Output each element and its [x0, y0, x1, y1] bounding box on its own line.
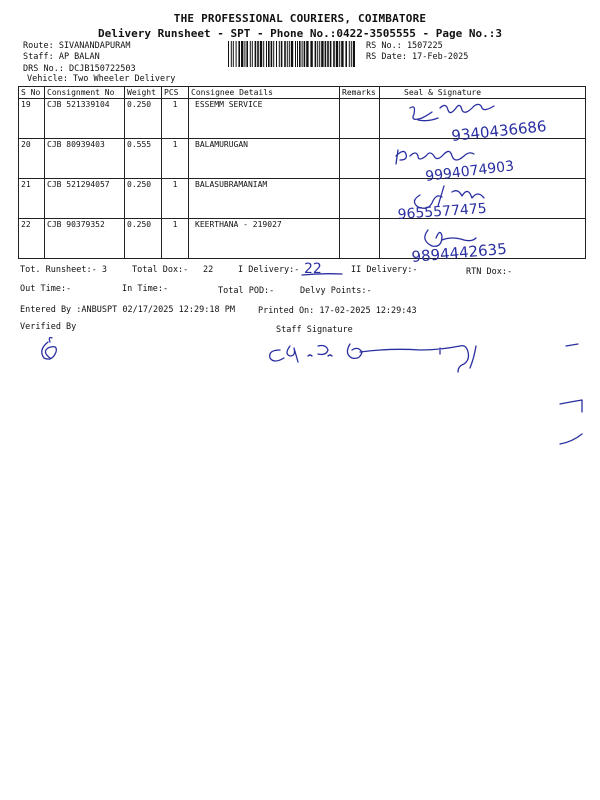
barcode-bar	[276, 41, 277, 67]
barcode-bar	[263, 41, 264, 67]
barcode	[228, 41, 355, 67]
barcode-bar	[327, 41, 329, 67]
cell-weight: 0.555	[125, 139, 162, 179]
barcode-bar	[310, 41, 312, 67]
barcode-bar	[252, 41, 253, 67]
barcode-bar	[284, 41, 286, 67]
barcode-bar	[330, 41, 332, 67]
barcode-bar	[339, 41, 340, 67]
printed-on: Printed On: 17-02-2025 12:29:43	[258, 306, 417, 316]
barcode-bar	[279, 41, 280, 67]
table-row	[19, 179, 586, 219]
cell-consignment: CJB 521294057	[45, 179, 125, 219]
margin-mark	[560, 400, 582, 412]
runsheet-table	[18, 86, 586, 259]
col-header-weight: Weight	[125, 87, 162, 99]
barcode-bar	[333, 41, 335, 67]
barcode-bar	[233, 41, 234, 67]
entered-by: Entered By :ANBUSPT 02/17/2025 12:29:18 PM	[20, 305, 235, 315]
barcode-bar	[351, 41, 352, 67]
cell-pcs: 1	[162, 139, 189, 179]
company-name: THE PROFESSIONAL COURIERS, COIMBATORE	[173, 12, 427, 25]
cell-remarks	[340, 179, 380, 219]
barcode-bar	[244, 41, 245, 67]
delvy-points-label: Delvy Points:-	[300, 286, 372, 296]
in-time-label: In Time:-	[122, 284, 169, 294]
table-header-row	[19, 87, 586, 99]
ii-delivery-label: II Delivery:-	[351, 265, 418, 275]
tot-runsheet: Tot. Runsheet:- 3	[20, 265, 107, 275]
cell-weight: 0.250	[125, 219, 162, 259]
cell-remarks	[340, 219, 380, 259]
barcode-bar	[271, 41, 273, 67]
out-time-label: Out Time:-	[20, 284, 72, 294]
barcode-bar	[289, 41, 290, 67]
underline-stroke	[302, 274, 342, 275]
barcode-bar	[299, 41, 301, 67]
barcode-bar	[287, 41, 288, 67]
barcode-bar	[319, 41, 320, 67]
barcode-bar	[273, 41, 274, 67]
barcode-bar	[266, 41, 267, 67]
cell-pcs: 1	[162, 99, 189, 139]
col-header-pcs: PCS	[162, 87, 189, 99]
barcode-bar	[246, 41, 248, 67]
cell-sno: 22	[19, 219, 45, 259]
barcode-bar	[306, 41, 308, 67]
cell-seal	[380, 179, 586, 219]
barcode-bar	[241, 41, 243, 67]
barcode-bar	[238, 41, 240, 67]
barcode-bar	[291, 41, 293, 67]
barcode-bar	[231, 41, 232, 67]
cell-consignment: CJB 90379352	[45, 219, 125, 259]
total-dox-label: Total Dox:-	[132, 265, 189, 275]
handwritten-phone-20: 9994074903	[424, 158, 515, 185]
cell-remarks	[340, 99, 380, 139]
staff-signature-label: Staff Signature	[276, 325, 353, 335]
table-row	[19, 99, 586, 139]
handwritten-phone-19: 9340436686	[450, 117, 548, 145]
barcode-bar	[250, 41, 251, 67]
barcode-bar	[321, 41, 323, 67]
barcode-bar	[228, 41, 229, 67]
staff-signature	[270, 344, 476, 372]
cell-weight: 0.250	[125, 179, 162, 219]
cell-weight: 0.250	[125, 99, 162, 139]
cell-seal	[380, 99, 586, 139]
drs-number: DRS No.: DCJB150722503	[23, 64, 136, 74]
handwritten-phone-21: 9655577475	[397, 200, 488, 223]
cell-consignment: CJB 521339104	[45, 99, 125, 139]
cell-consignee: ESSEMM SERVICE	[189, 99, 340, 139]
cell-consignment: CJB 80939403	[45, 139, 125, 179]
cell-sno: 20	[19, 139, 45, 179]
barcode-bar	[336, 41, 338, 67]
barcode-bar	[317, 41, 318, 67]
staff-label: Staff: AP BALAN	[23, 52, 100, 62]
total-pod-label: Total POD:-	[218, 286, 275, 296]
barcode-bar	[295, 41, 296, 67]
verified-by-label: Verified By	[20, 322, 77, 332]
barcode-bar	[255, 41, 257, 67]
margin-mark	[566, 344, 578, 346]
table-row	[19, 139, 586, 179]
barcode-bar	[236, 41, 237, 67]
barcode-bar	[257, 41, 259, 67]
handwritten-phone-22: 9894442635	[410, 239, 508, 266]
barcode-bar	[304, 41, 306, 67]
table-row	[19, 219, 586, 259]
barcode-bar	[325, 41, 327, 67]
cell-pcs: 1	[162, 219, 189, 259]
total-dox-value: 22	[203, 265, 214, 275]
col-header-remarks: Remarks	[340, 87, 380, 99]
barcode-bar	[349, 41, 350, 67]
route-label: Route: SIVANANDAPURAM	[23, 41, 131, 51]
barcode-bar	[302, 41, 303, 67]
cell-consignee: BALAMURUGAN	[189, 139, 340, 179]
cell-pcs: 1	[162, 179, 189, 219]
col-header-sno: S No	[19, 87, 45, 99]
barcode-bar	[315, 41, 317, 67]
barcode-bar	[260, 41, 262, 67]
cell-remarks	[340, 139, 380, 179]
verifier-initial	[42, 338, 57, 360]
col-header-consignee: Consignee Details	[189, 87, 340, 99]
rs-date: RS Date: 17-Feb-2025	[366, 52, 469, 62]
vehicle-label: Vehicle: Two Wheeler Delivery	[27, 74, 176, 84]
rs-number: RS No.: 1507225	[366, 41, 443, 51]
cell-sno: 21	[19, 179, 45, 219]
margin-mark	[560, 434, 582, 444]
col-header-consignment: Consignment No	[45, 87, 125, 99]
i-delivery-label: I Delivery:-	[238, 265, 300, 275]
barcode-bar	[353, 41, 355, 67]
runsheet-title: Delivery Runsheet - SPT - Phone No.:0422-3505555 - Page No.:3	[98, 27, 502, 40]
barcode-bar	[341, 41, 343, 67]
rtn-dox-label: RTN Dox:-	[466, 267, 513, 277]
i-delivery-handwritten: 22	[304, 261, 322, 277]
barcode-bar	[268, 41, 270, 67]
cell-sno: 19	[19, 99, 45, 139]
barcode-bar	[297, 41, 298, 67]
barcode-bar	[281, 41, 283, 67]
col-header-seal: Seal & Signature	[380, 87, 586, 99]
cell-seal	[380, 219, 586, 259]
cell-consignee: BALASUBRAMANIAM	[189, 179, 340, 219]
barcode-bar	[345, 41, 347, 67]
cell-seal	[380, 139, 586, 179]
cell-consignee: KEERTHANA - 219027	[189, 219, 340, 259]
